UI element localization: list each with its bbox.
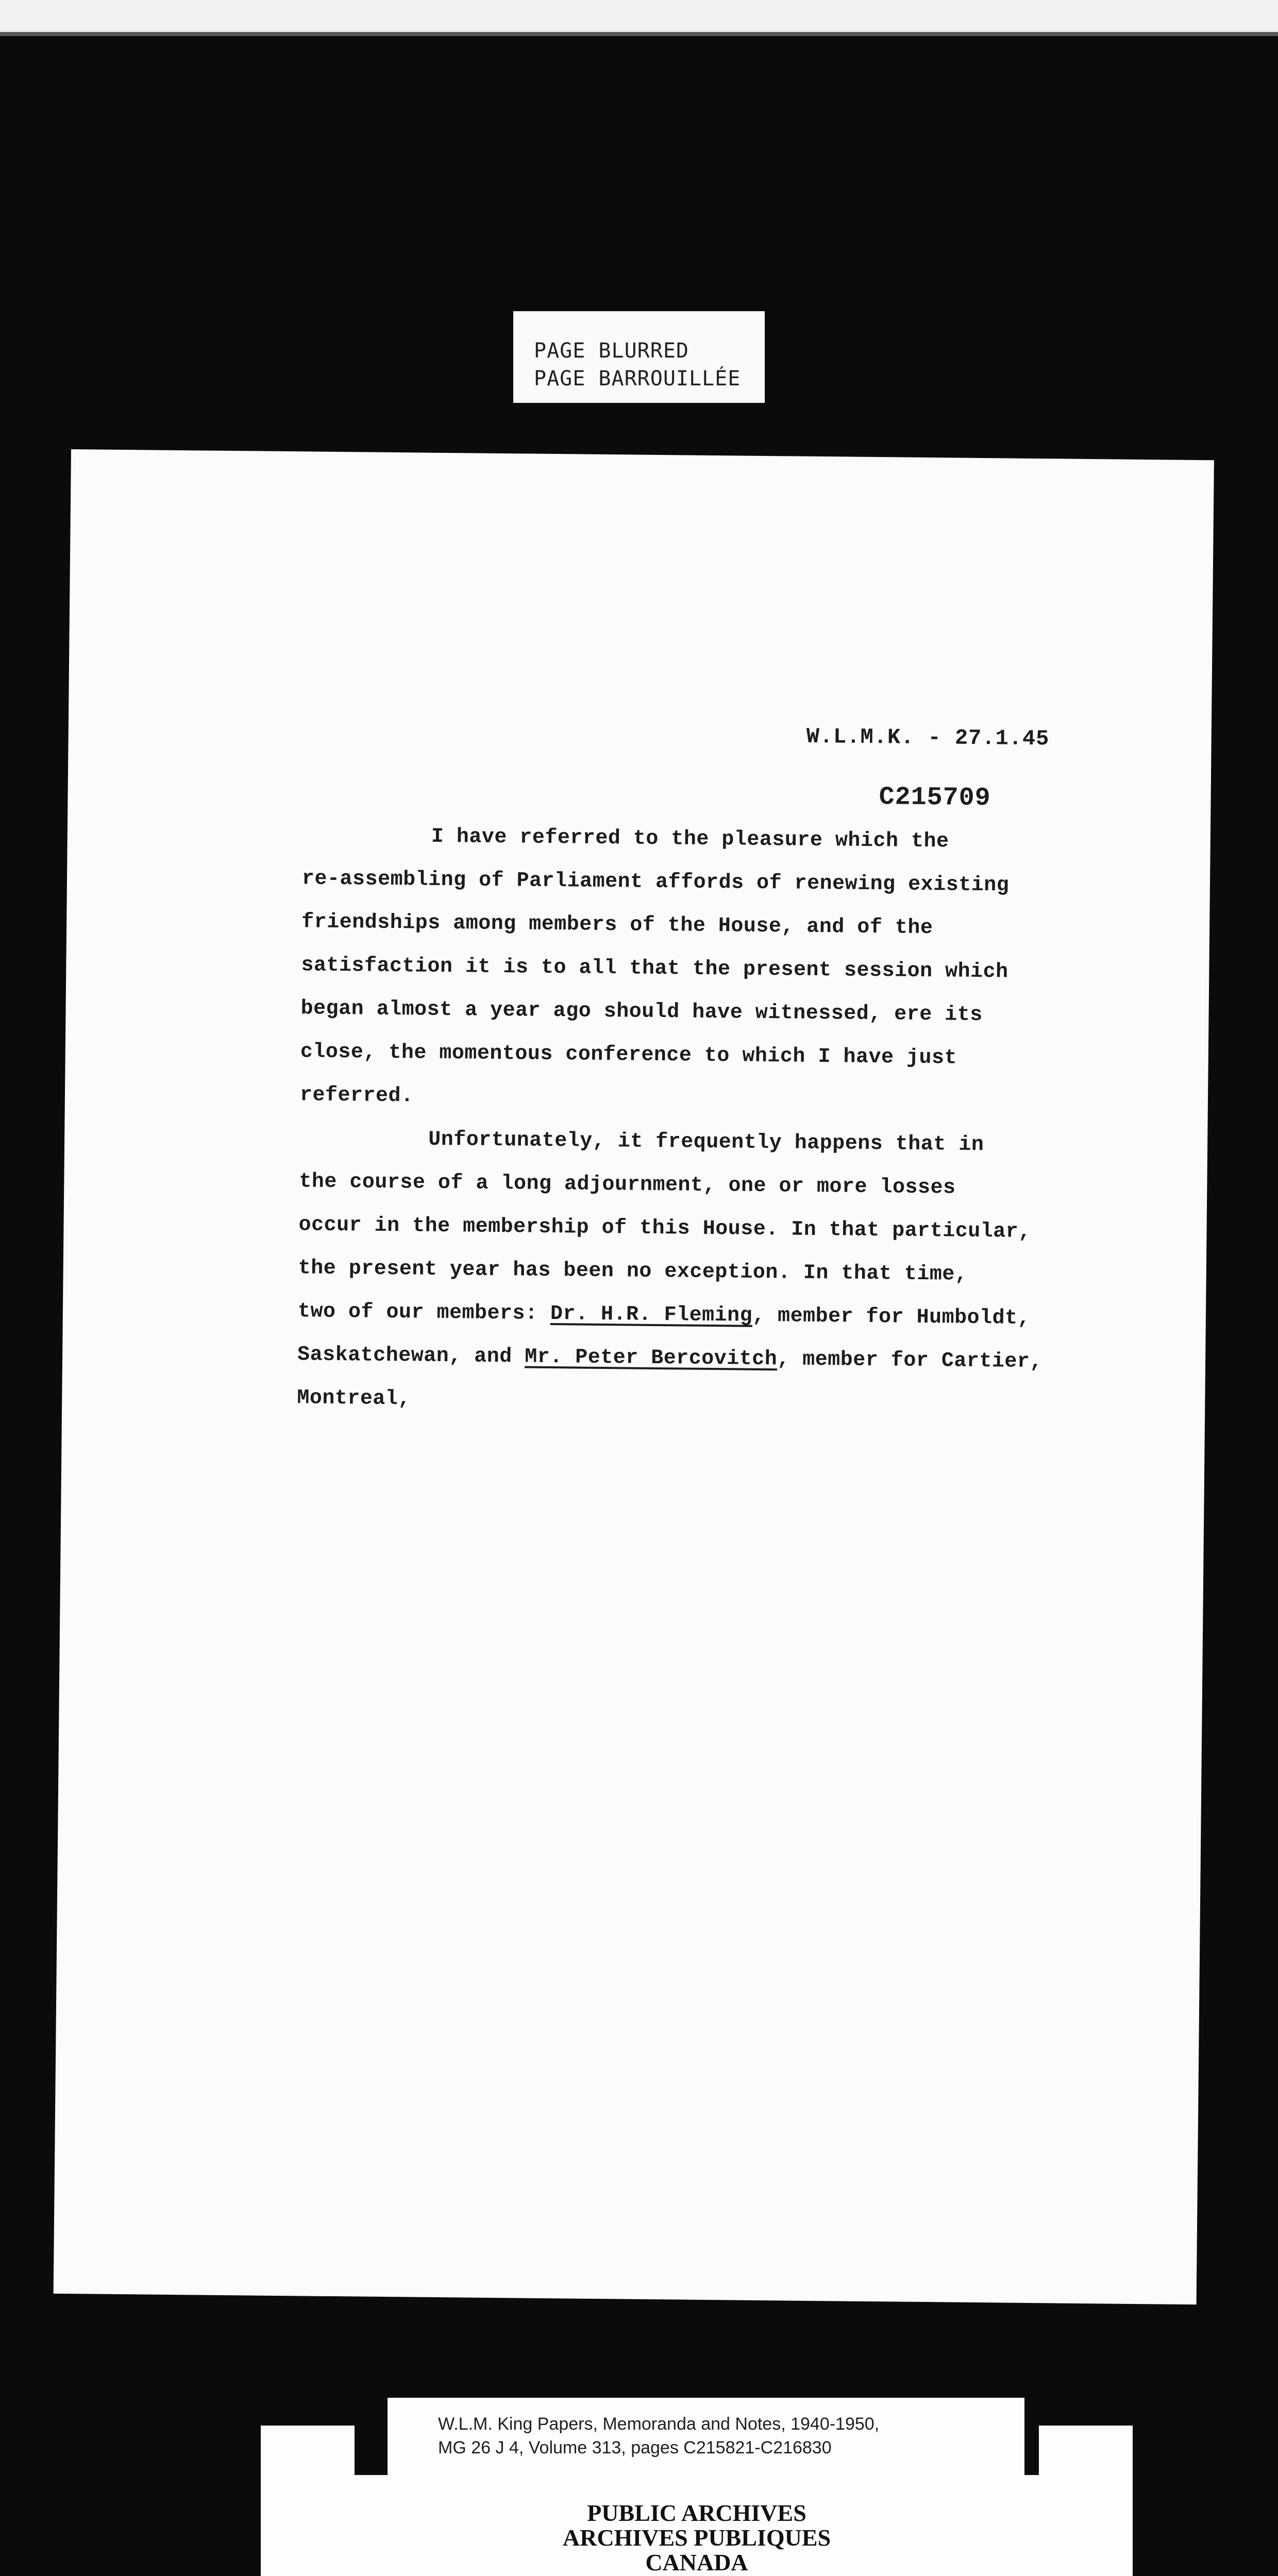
body-line: occur in the membership of this House. In that particular, xyxy=(298,1213,1031,1244)
line-text: , member for Cartier, xyxy=(777,1348,1043,1374)
body-line-members xyxy=(297,1333,1102,1384)
body-line: re-assembling of Parliament affords of renewing existing xyxy=(301,867,1010,897)
document-number-stamp: C215709 xyxy=(879,783,991,814)
member-name-fleming: Dr. H.R. Fleming xyxy=(550,1302,753,1328)
body-line: Montreal, xyxy=(297,1386,411,1411)
top-film-edge xyxy=(0,0,1278,32)
credit-line: W.L.M. King Papers, Memoranda and Notes, 1940-1950, xyxy=(438,2414,880,2434)
body-line: Unfortunately, it frequently happens that in xyxy=(428,1128,984,1157)
body-line: close, the momentous conference to which I have just xyxy=(300,1040,957,1070)
document-body xyxy=(297,814,1106,1428)
body-line: friendships among members of the House, and of the xyxy=(301,910,933,940)
line-text: , member for Humboldt, xyxy=(752,1304,1031,1330)
collection-credit xyxy=(438,2412,1005,2460)
archives-title xyxy=(261,2501,1133,2575)
document-page xyxy=(54,449,1214,2304)
blur-label-en: PAGE BLURRED xyxy=(534,339,689,363)
archives-line: CANADA xyxy=(645,2549,748,2575)
blur-label-fr: PAGE BARROUILLÉE xyxy=(534,367,741,391)
body-line: the present year has been no exception. In that time, xyxy=(298,1257,968,1286)
member-name-bercovitch: Mr. Peter Bercovitch xyxy=(524,1345,778,1371)
body-line: referred. xyxy=(299,1083,414,1108)
archives-line: ARCHIVES PUBLIQUES xyxy=(562,2524,831,2551)
credit-line: MG 26 J 4, Volume 313, pages C215821-C216830 xyxy=(438,2438,832,2458)
body-line: the course of a long adjournment, one or more losses xyxy=(299,1170,956,1200)
body-line-members xyxy=(298,1290,1102,1341)
line-text: two of our members: xyxy=(297,1300,551,1326)
body-line: I have referred to the pleasure which the xyxy=(431,825,949,854)
line-text: Saskatchewan, and xyxy=(297,1343,525,1369)
body-line: satisfaction it is to all that the present session which xyxy=(301,954,1008,984)
top-film-edge-shadow xyxy=(0,32,1278,36)
archives-line: PUBLIC ARCHIVES xyxy=(587,2500,806,2526)
document-reference: W.L.M.K. - 27.1.45 xyxy=(806,724,1050,752)
page-blurred-label xyxy=(513,311,765,403)
body-line: began almost a year ago should have witnessed, ere its xyxy=(300,997,983,1027)
